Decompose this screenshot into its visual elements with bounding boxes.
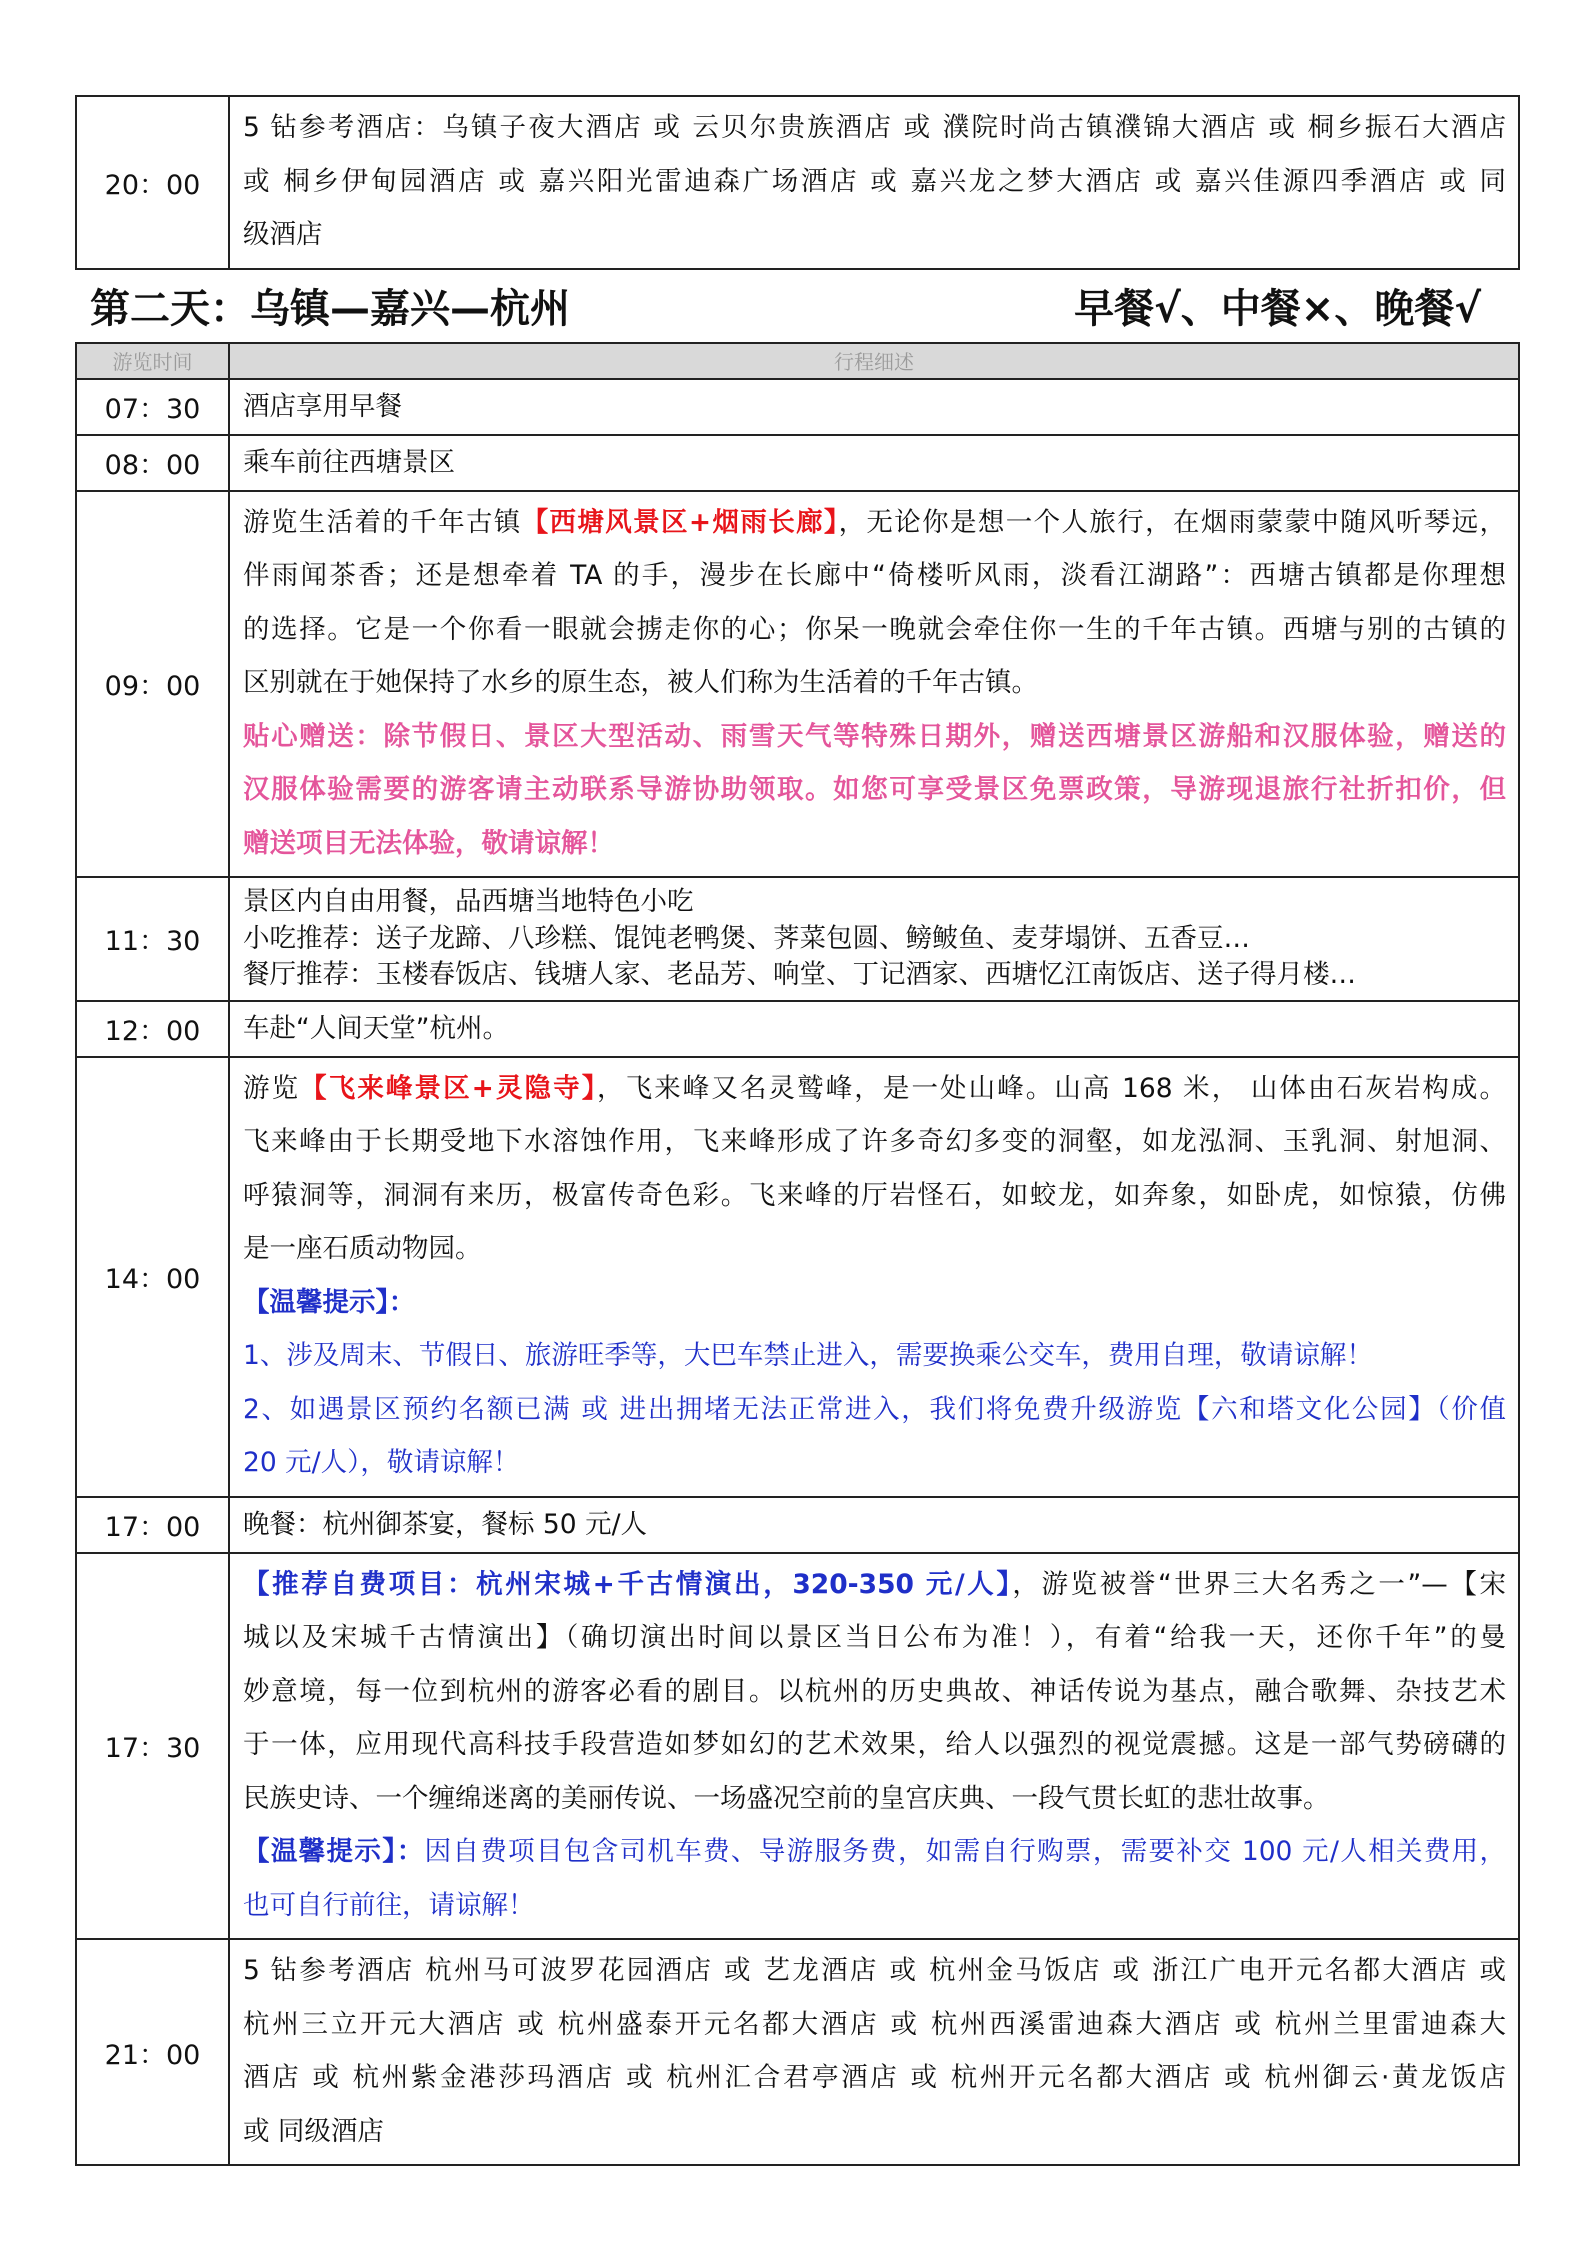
itinerary-row [76, 379, 1519, 435]
detail-text: 游览生活着的千年古镇 [243, 506, 522, 538]
detail-line: 5 钻参考酒店 杭州马可波罗花园酒店 或 艺龙酒店 或 杭州金马饭店 或 浙江广电开元名都大酒店 或 [243, 1955, 1506, 1986]
detail-line: 酒店 或 杭州紫金港莎玛酒店 或 杭州汇合君亭酒店 或 杭州开元名都大酒店 或 杭州御云·黄龙饭店 [243, 2062, 1506, 2093]
highlight-attraction: 【飞来峰景区+灵隐寺】 [300, 1072, 598, 1104]
day-header-row [76, 269, 1519, 343]
itinerary-row [76, 877, 1519, 1001]
highlight-attraction: 【西塘风景区+烟雨长廊】 [521, 506, 839, 538]
meal-summary: 早餐√、中餐×、晚餐√ [1074, 286, 1481, 332]
detail-cell [229, 1057, 1519, 1497]
detail-line: 级酒店 [243, 219, 323, 250]
time-cell: 07：30 [76, 379, 229, 435]
time-cell: 09：00 [76, 491, 229, 878]
detail-cell: 乘车前往西塘景区 [229, 435, 1519, 491]
detail-line: 伴雨闻茶香；还是想牵着 TA 的手，漫步在长廊中“倚楼听风雨，淡看江湖路”：西塘古镇都是你理想 [243, 560, 1506, 591]
detail-cell [229, 491, 1519, 878]
detail-cell: 车赴“人间天堂”杭州。 [229, 1001, 1519, 1057]
detail-line [243, 1062, 1506, 1116]
detail-text: ，飞来峰又名灵鹫峰，是一处山峰。山高 168 米， 山体由石灰岩构成。 [597, 1072, 1506, 1104]
itinerary-row [76, 491, 1519, 878]
time-cell: 11：30 [76, 877, 229, 1001]
detail-text: ，无论你是想一个人旅行，在烟雨蒙蒙中随风听琴远， [838, 506, 1507, 538]
itinerary-row [76, 1057, 1519, 1497]
tip-title: 【温馨提示】： [243, 1286, 416, 1318]
detail-line: 飞来峰由于长期受地下水溶蚀作用，飞来峰形成了许多奇幻多变的洞壑，如龙泓洞、玉乳洞、射旭洞、 [243, 1126, 1506, 1157]
tip-line: 20 元/人），敬请谅解！ [243, 1447, 520, 1478]
detail-cell [229, 1939, 1519, 2165]
detail-cell: 酒店享用早餐 [229, 379, 1519, 435]
detail-cell [229, 96, 1519, 269]
detail-line: 是一座石质动物园。 [243, 1233, 482, 1264]
itinerary-row [76, 1553, 1519, 1940]
detail-text: 游览 [243, 1072, 301, 1104]
column-header-detail: 行程细述 [229, 343, 1519, 379]
detail-line: 杭州三立开元大酒店 或 杭州盛泰开元名都大酒店 或 杭州西溪雷迪森大酒店 或 杭州兰里雷迪森大 [243, 2008, 1506, 2040]
detail-line: 景区内自由用餐，品西塘当地特色小吃 [243, 886, 694, 917]
detail-line: 小吃推荐：送子龙蹄、八珍糕、馄饨老鸭煲、荠菜包圆、鳑鲏鱼、麦芽塌饼、五香豆… [243, 922, 1250, 954]
detail-line: 妙意境，每一位到杭州的游客必看的剧目。以杭州的历史典故、神话传说为基点，融合歌舞、杂技艺术 [243, 1675, 1506, 1707]
time-cell: 17：00 [76, 1497, 229, 1553]
detail-line [243, 496, 1506, 550]
detail-line: 的选择。它是一个你看一眼就会掳走你的心；你呆一晚就会牵住你一生的千年古镇。西塘与别的古镇的 [243, 613, 1506, 645]
detail-cell [229, 1553, 1519, 1940]
optional-item-highlight: 【推荐自费项目：杭州宋城+千古情演出，320-350 元/人】 [243, 1568, 1013, 1600]
column-header-time: 游览时间 [76, 343, 229, 379]
time-cell: 17：30 [76, 1553, 229, 1940]
itinerary-table [75, 95, 1520, 2166]
time-cell: 20：00 [76, 96, 229, 269]
itinerary-row [76, 435, 1519, 491]
column-header-row [76, 343, 1519, 379]
tip-text: 因自费项目包含司机车费、导游服务费，如需自行购票，需要补交 100 元/人相关费用， [424, 1836, 1507, 1867]
day-title: 第二天：乌镇—嘉兴—杭州 [90, 286, 570, 332]
itinerary-row [76, 1001, 1519, 1057]
time-cell: 21：00 [76, 1939, 229, 2165]
time-cell: 14：00 [76, 1057, 229, 1497]
gift-note-line: 赠送项目无法体验，敬请谅解！ [243, 827, 614, 859]
tip-title: 【温馨提示】： [243, 1836, 425, 1867]
detail-line: 或 同级酒店 [243, 2115, 384, 2147]
itinerary-page [75, 95, 1520, 2166]
tip-line: 也可自行前往，请谅解！ [243, 1889, 535, 1921]
tip-line: 1、涉及周末、节假日、旅游旺季等，大巴车禁止进入，需要换乘公交车，费用自理，敬请谅解！ [243, 1340, 1373, 1371]
detail-line: 民族史诗、一个缠绵迷离的美丽传说、一场盛况空前的皇宫庆典、一段气贯长虹的悲壮故事。 [243, 1782, 1330, 1814]
detail-line: 城以及宋城千古情演出】（确切演出时间以景区当日公布为准！），有着“给我一天，还你千年”的曼 [243, 1622, 1506, 1653]
gift-note-line: 汉服体验需要的游客请主动联系导游协助领取。如您可享受景区免票政策，导游现退旅行社折扣价，但 [243, 774, 1506, 805]
detail-line [243, 1558, 1506, 1612]
day-header [76, 277, 1519, 334]
itinerary-row [76, 1939, 1519, 2165]
detail-cell: 晚餐：杭州御茶宴，餐标 50 元/人 [229, 1497, 1519, 1553]
detail-line: 5 钻参考酒店：乌镇子夜大酒店 或 云贝尔贵族酒店 或 濮院时尚古镇濮锦大酒店 或 桐乡振石大酒店 [243, 112, 1506, 143]
detail-line: 或 桐乡伊甸园酒店 或 嘉兴阳光雷迪森广场酒店 或 嘉兴龙之梦大酒店 或 嘉兴佳源四季酒店 或 同 [243, 165, 1506, 197]
detail-line: 呼猿洞等，洞洞有来历，极富传奇色彩。飞来峰的厅岩怪石，如蛟龙，如奔象，如卧虎，如惊猿，仿佛 [243, 1179, 1506, 1211]
gift-note-line: 贴心赠送：除节假日、景区大型活动、雨雪天气等特殊日期外，赠送西塘景区游船和汉服体验，赠送的 [243, 720, 1506, 752]
itinerary-row [76, 96, 1519, 269]
itinerary-row [76, 1497, 1519, 1553]
detail-line: 区别就在于她保持了水乡的原生态，被人们称为生活着的千年古镇。 [243, 667, 1038, 698]
detail-line: 于一体，应用现代高科技手段营造如梦如幻的艺术效果，给人以强烈的视觉震撼。这是一部气势磅礴的 [243, 1729, 1506, 1760]
time-cell: 08：00 [76, 435, 229, 491]
time-cell: 12：00 [76, 1001, 229, 1057]
detail-cell [229, 877, 1519, 1001]
detail-text: ，游览被誉“世界三大名秀之一”—【宋 [1012, 1568, 1506, 1600]
detail-line: 餐厅推荐：玉楼春饭店、钱塘人家、老品芳、响堂、丁记酒家、西塘忆江南饭店、送子得月楼… [243, 959, 1356, 990]
tip-line: 2、如遇景区预约名额已满 或 进出拥堵无法正常进入，我们将免费升级游览【六和塔文化公园】（价值 [243, 1393, 1506, 1425]
tip-line [243, 1825, 1506, 1879]
